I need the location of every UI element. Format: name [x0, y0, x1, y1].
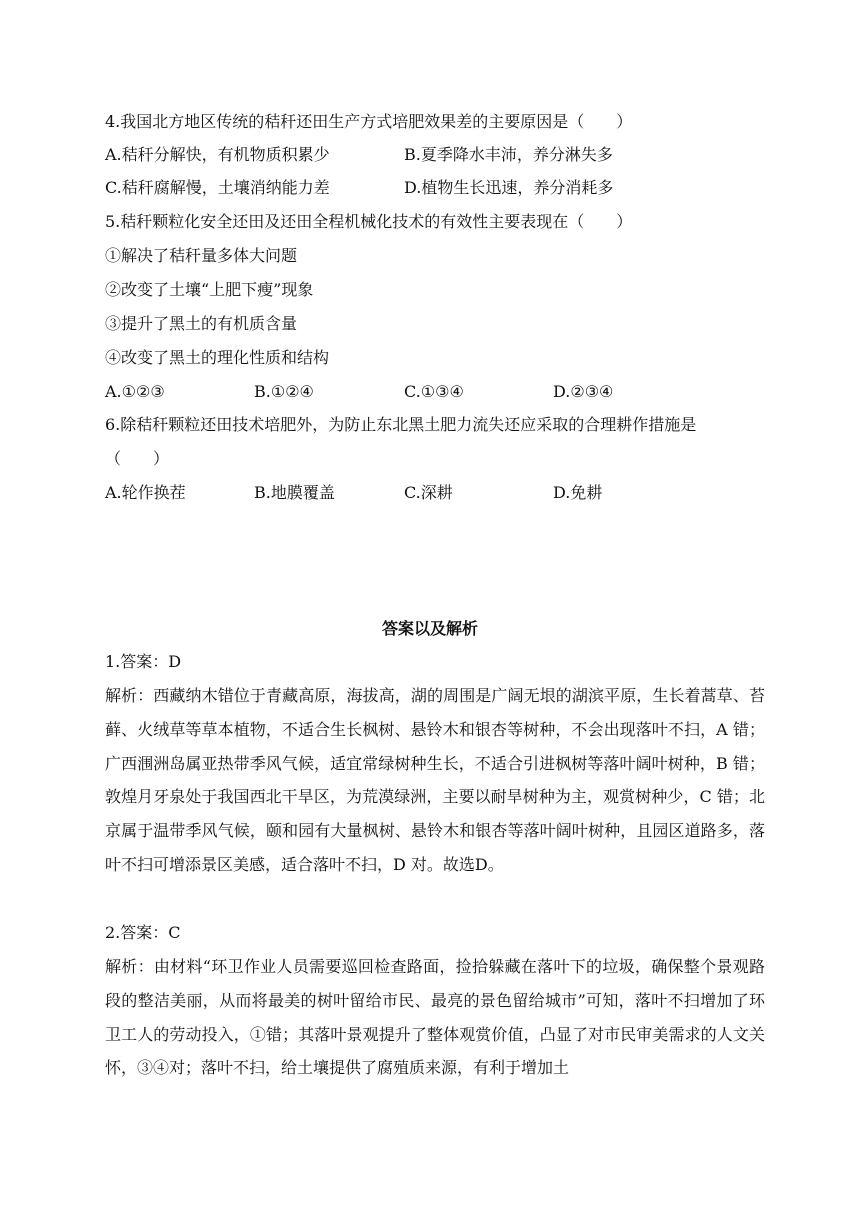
question-4-stem: 4.我国北方地区传统的秸秆还田生产方式培肥效果差的主要原因是（ ）: [105, 112, 633, 131]
question-5-option-b: B.①②④: [254, 382, 314, 401]
answers-title: 答案以及解析: [381, 619, 478, 638]
question-5-statement-1: ①解决了秸秆量多体大问题: [105, 246, 298, 265]
question-5-option-a: A.①②③: [105, 382, 165, 401]
question-5-option-c: C.①③④: [404, 382, 464, 401]
question-4-option-d: D.植物生长迅速，养分消耗多: [404, 178, 614, 197]
question-5-statement-2: ②改变了土壤“上肥下瘦”现象: [105, 280, 314, 299]
question-6-stem: 6.除秸秆颗粒还田技术培肥外，为防止东北黑土肥力流失还应采取的合理耕作措施是: [105, 415, 697, 434]
answer-2: 2.答案：C: [105, 923, 181, 942]
question-6-option-a: A.轮作换茬: [105, 483, 186, 502]
question-6-option-b: B.地膜覆盖: [254, 483, 335, 502]
question-6-option-d: D.免耕: [553, 483, 603, 502]
answer-1: 1.答案：D: [105, 652, 182, 671]
question-5-statement-3: ③提升了黑土的有机质含量: [105, 314, 298, 333]
question-5-stem: 5.秸秆颗粒化安全还田及还田全程机械化技术的有效性主要表现在（ ）: [105, 212, 633, 231]
question-6-stem-continued: （ ）: [105, 449, 170, 468]
question-4-option-c: C.秸秆腐解慢，土壤消纳能力差: [105, 178, 330, 197]
explanation-1: 解析：西藏纳木错位于青藏高原，海拔高，湖的周围是广阔无垠的湖滨平原，生长着蒿草、苔藓、火绒草等草本植物，不适合生长枫树、悬铃木和银杏等树种，不会出现落叶不扫，A 错；广西涠洲岛属亚热带季风气候，适宜常绿树种生长，不适合引进枫树等落叶阔叶树种，B 错；敦煌月牙泉处于我国西北干旱区，为荒漠绿洲，主要以耐旱树种为主，观赏树种少，C 错；北京属于温带季风气候，颐和园有大量枫树、悬铃木和银杏等落叶阔叶树种，且园区道路多，落叶不扫可增添景区美感，适合落叶不扫，D 对。故选D。: [105, 686, 765, 874]
question-4-option-b: B.夏季降水丰沛，养分淋失多: [404, 145, 613, 164]
question-5-option-d: D.②③④: [553, 382, 614, 401]
question-5-statement-4: ④改变了黑土的理化性质和结构: [105, 348, 330, 367]
question-4-option-a: A.秸秆分解快，有机物质积累少: [105, 145, 330, 164]
explanation-2: 解析：由材料“环卫作业人员需要巡回检查路面，捡拾躲藏在落叶下的垃圾，确保整个景观路段的整洁美丽，从而将最美的树叶留给市民、最亮的景色留给城市”可知，落叶不扫增加了环卫工人的劳动投入，①错；其落叶景观提升了整体观赏价值，凸显了对市民审美需求的人文关怀，③④对；落叶不扫，给土壤提供了腐殖质来源，有利于增加土: [105, 957, 765, 1078]
question-6-option-c: C.深耕: [404, 483, 453, 502]
